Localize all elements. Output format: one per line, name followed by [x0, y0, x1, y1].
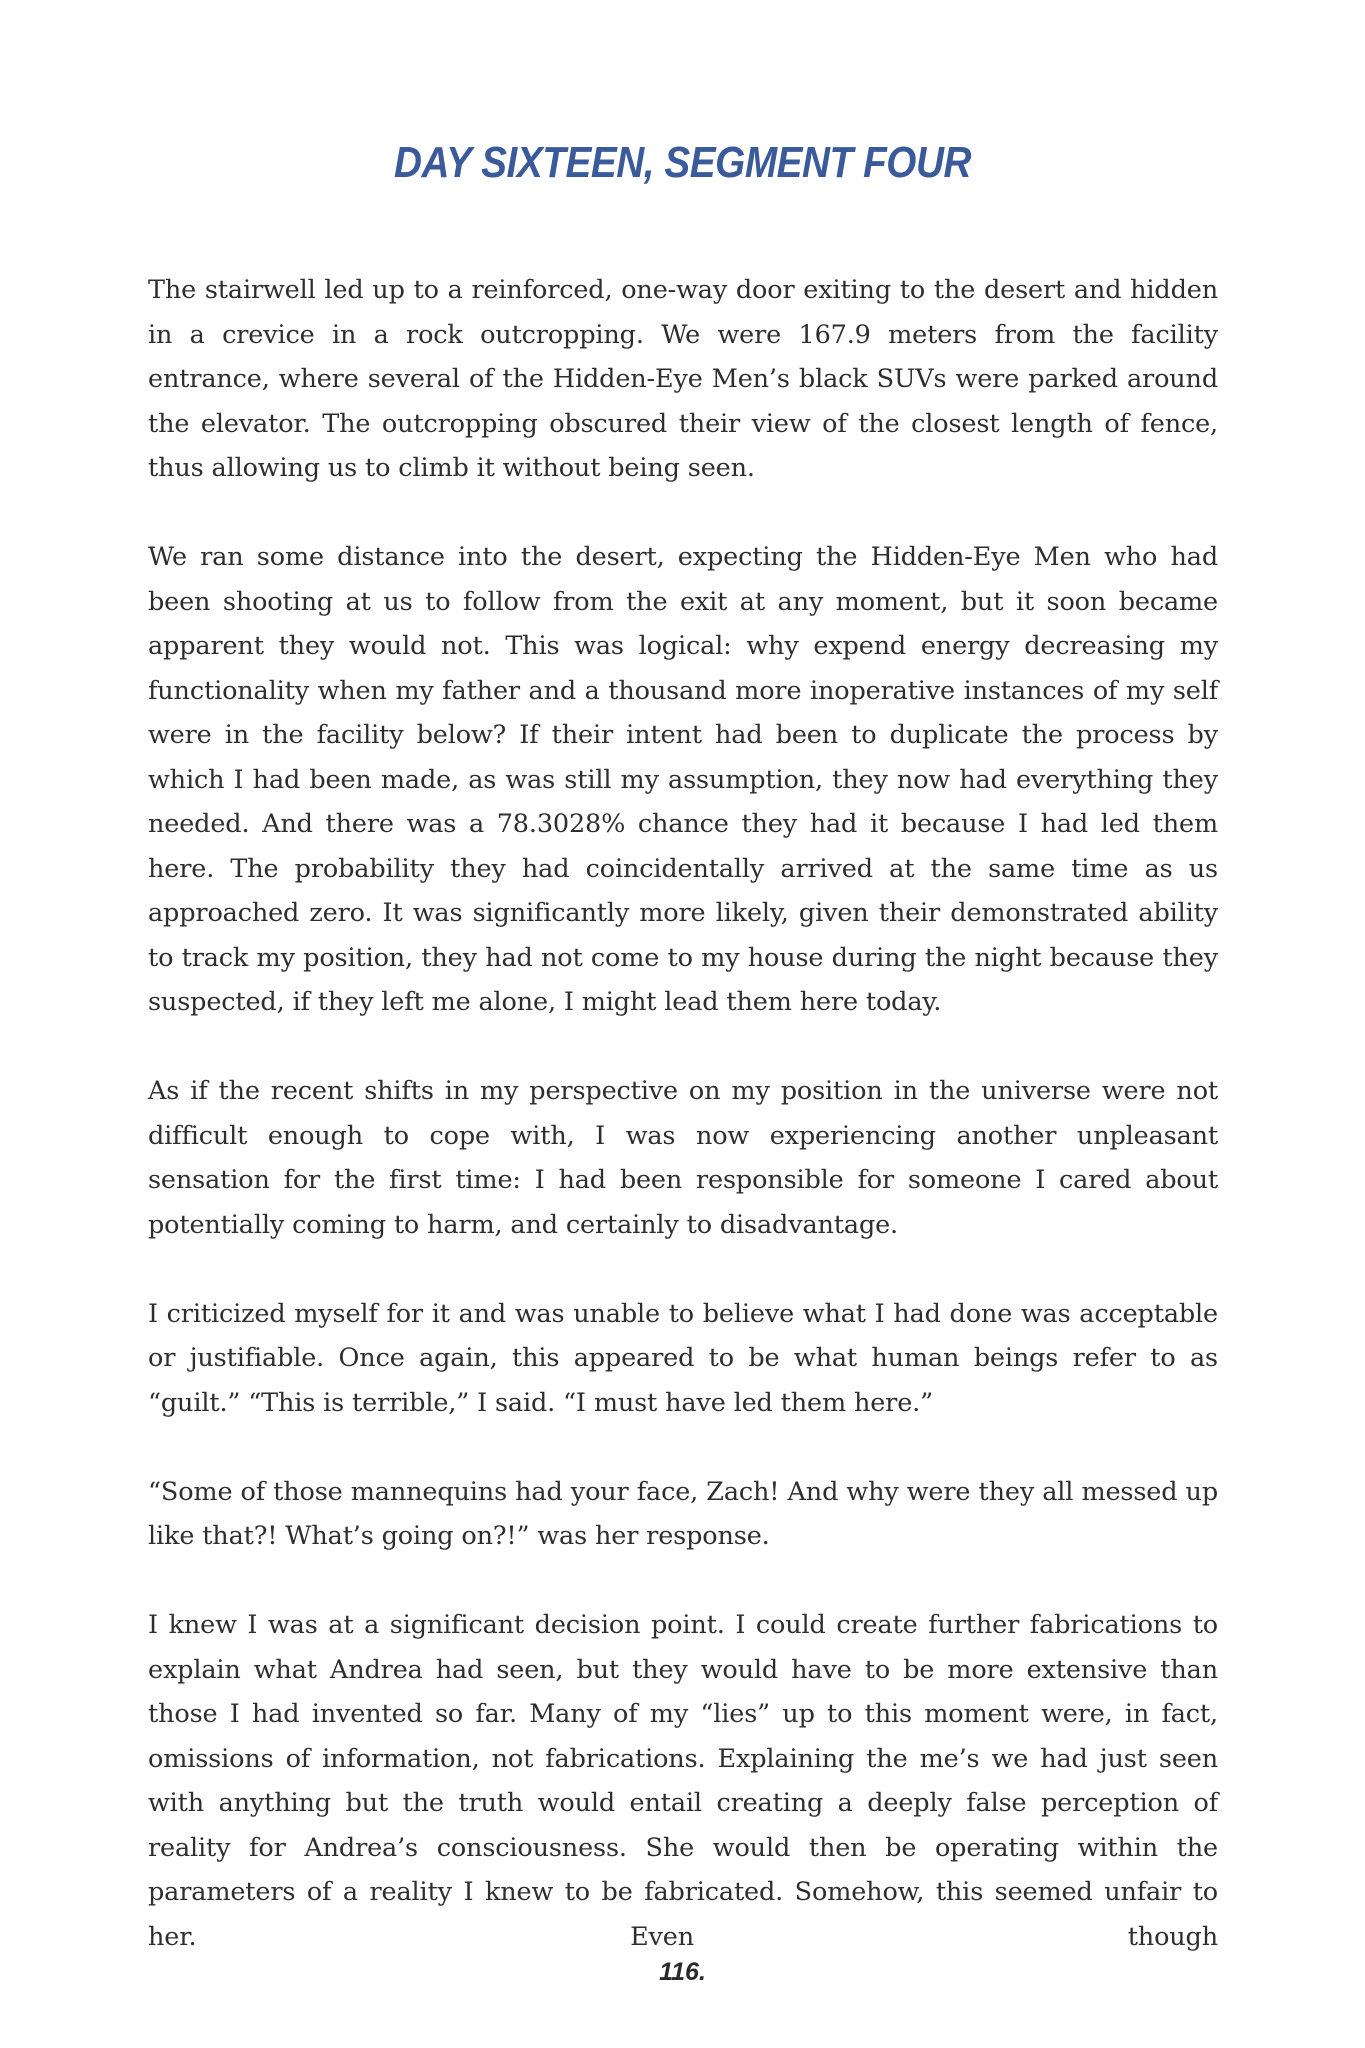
paragraph: I criticized myself for it and was unable to believe what I had done was acceptable or justifiable. Once again, this appeared to be what human beings refer to as “guilt.” “This is terrible,” I said. “I must have led them here.”	[148, 1298, 1218, 1418]
paragraph: I knew I was at a significant decision point. I could create further fabrications to explain what Andrea had seen, but they would have to be more extensive than those I had invented so far. Many of my “lies” up to this moment were, in fact, omissions of information, not fabrications. Explaining the me’s we had just seen with anything but the truth would entail creating a deeply false perception of reality for Andrea’s consciousness. She would then be operating within the parameters of a reality I knew to be fabricated. Somehow, this seemed unfair to her. Even though	[148, 1610, 1218, 1952]
page-number: 116.	[659, 1958, 706, 1986]
paragraph: “Some of those mannequins had your face, Zach! And why were they all messed up like that?! What’s going on?!” was her response.	[148, 1476, 1218, 1551]
chapter-title: DAY SIXTEEN, SEGMENT FOUR	[393, 138, 972, 187]
paragraph: As if the recent shifts in my perspective on my position in the universe were not difficult enough to cope with, I was now experiencing another unpleasant sensation for the first time: I had been responsible for someone I cared about potentially coming to harm, and certainly to disadvantage.	[148, 1076, 1218, 1240]
paragraph: We ran some distance into the desert, expecting the Hidden-Eye Men who had been shooting at us to follow from the exit at any moment, but it soon became apparent they would not. This was logical: why expend energy decreasing my functionality when my father and a thousand more inoperative instances of my self were in the facility below? If their intent had been to duplicate the process by which I had been made, as was still my assumption, they now had everything they needed. And there was a 78.3028% chance they had it because I had led them here. The probability they had coincidentally arrived at the same time as us approached zero. It was significantly more likely, given their demonstrated ability to track my position, they had not come to my house during the night because they suspected, if they left me alone, I might lead them here today.	[148, 542, 1218, 1017]
body-text	[148, 268, 1218, 1959]
paragraph: The stairwell led up to a reinforced, one-way door exiting to the desert and hidden in a crevice in a rock outcropping. We were 167.9 meters from the facility entrance, where several of the Hidden-Eye Men’s black SUVs were parked around the elevator. The outcropping obscured their view of the closest length of fence, thus allowing us to climb it without being seen.	[148, 275, 1218, 483]
